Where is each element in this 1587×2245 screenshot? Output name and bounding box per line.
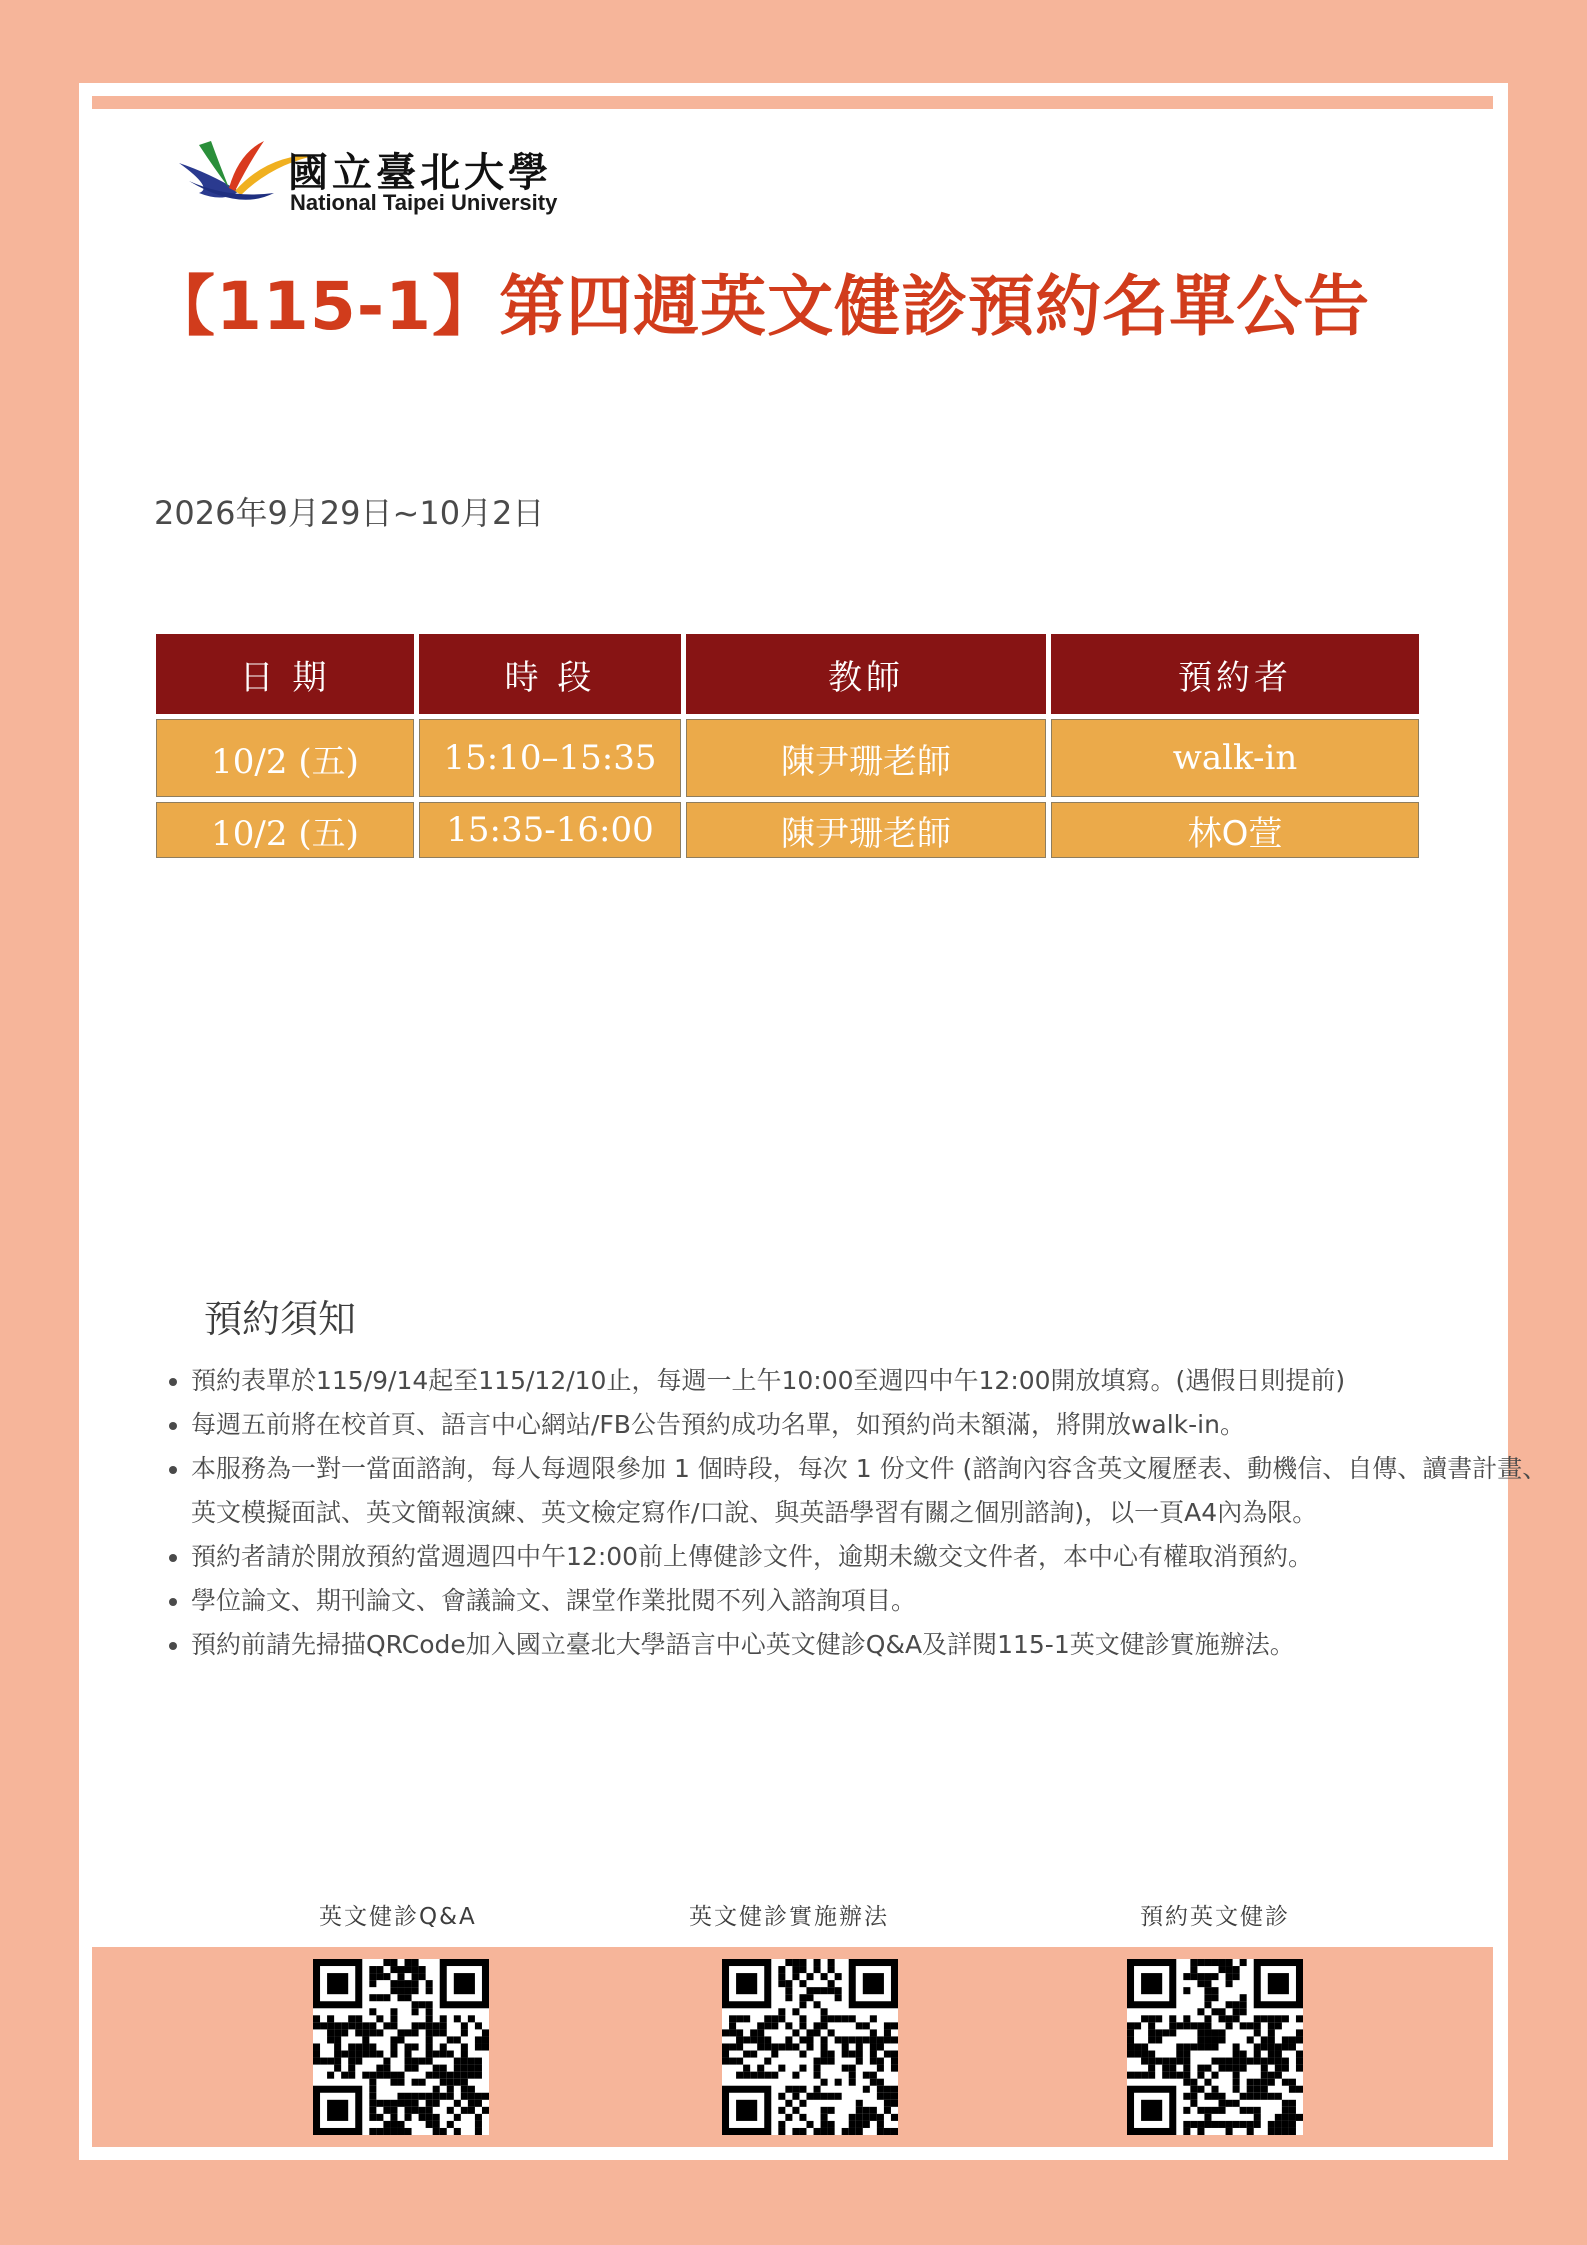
list-item: • 本服務為一對一當面諮詢，每人每週限參加 1 個時段，每次 1 份文件 (諮詢內容含英文履歷表、動機信、自傳、讀書計畫、英文模擬面試、英文簡報演練、英文檢定寫作/口說、與英語學習有關之個別諮詢)，以一頁A4內為限。	[191, 1447, 1571, 1535]
cell-teacher: 陳尹珊老師	[686, 802, 1046, 858]
table-row	[156, 802, 1419, 858]
qr-label-booking: 預約英文健診	[1140, 1904, 1290, 1930]
list-item: • 預約表單於115/9/14起至115/12/10止，每週一上午10:00至週四中午12:00開放填寫。(遇假日則提前)	[191, 1359, 1571, 1403]
qr-code-booking-icon[interactable]	[1127, 1959, 1303, 2135]
logo-english-name: National Taipei University	[290, 190, 558, 215]
list-item: • 學位論文、期刊論文、會議論文、課堂作業批閱不列入諮詢項目。	[191, 1579, 1571, 1623]
qr-label-rules: 英文健診實施辦法	[689, 1904, 889, 1930]
table-row	[156, 719, 1419, 797]
logo-chinese-name: 國立臺北大學	[288, 149, 552, 196]
header-booker: 預約者	[1051, 634, 1419, 714]
list-item: • 預約前請先掃描QRCode加入國立臺北大學語言中心英文健診Q&A及詳閱115-1英文健診實施辦法。	[191, 1623, 1571, 1667]
cell-date: 10/2 (五)	[156, 802, 414, 858]
cell-booker: walk-in	[1051, 719, 1419, 797]
cell-time-slot: 15:35-16:00	[419, 802, 681, 858]
qr-code-rules-icon[interactable]	[722, 1959, 898, 2135]
list-item: • 預約者請於開放預約當週週四中午12:00前上傳健診文件，逾期未繳交文件者，本中心有權取消預約。	[191, 1535, 1571, 1579]
top-decorative-strip	[92, 96, 1493, 109]
table-header-row	[156, 634, 1419, 714]
cell-teacher: 陳尹珊老師	[686, 719, 1046, 797]
notice-list	[151, 1359, 1571, 1667]
poster-sheet	[79, 83, 1548, 2160]
page-title: 【115-1】第四週英文健診預約名單公告	[149, 268, 1371, 345]
notice-heading: 預約須知	[204, 1297, 357, 1341]
cell-booker: 林O萱	[1051, 802, 1419, 858]
qr-band	[92, 1947, 1493, 2147]
schedule-table	[151, 629, 1424, 863]
qr-label-qa: 英文健診Q&A	[319, 1904, 477, 1930]
header-date: 日 期	[156, 634, 414, 714]
cell-time-slot: 15:10–15:35	[419, 719, 681, 797]
qr-code-qa-icon[interactable]	[313, 1959, 489, 2135]
date-range: 2026年9月29日~10月2日	[154, 494, 545, 532]
list-item: • 每週五前將在校首頁、語言中心網站/FB公告預約成功名單，如預約尚未額滿，將開放walk-in。	[191, 1403, 1571, 1447]
cell-date: 10/2 (五)	[156, 719, 414, 797]
header-time-slot: 時 段	[419, 634, 681, 714]
header-teacher: 教師	[686, 634, 1046, 714]
qr-labels	[79, 1898, 1508, 1938]
